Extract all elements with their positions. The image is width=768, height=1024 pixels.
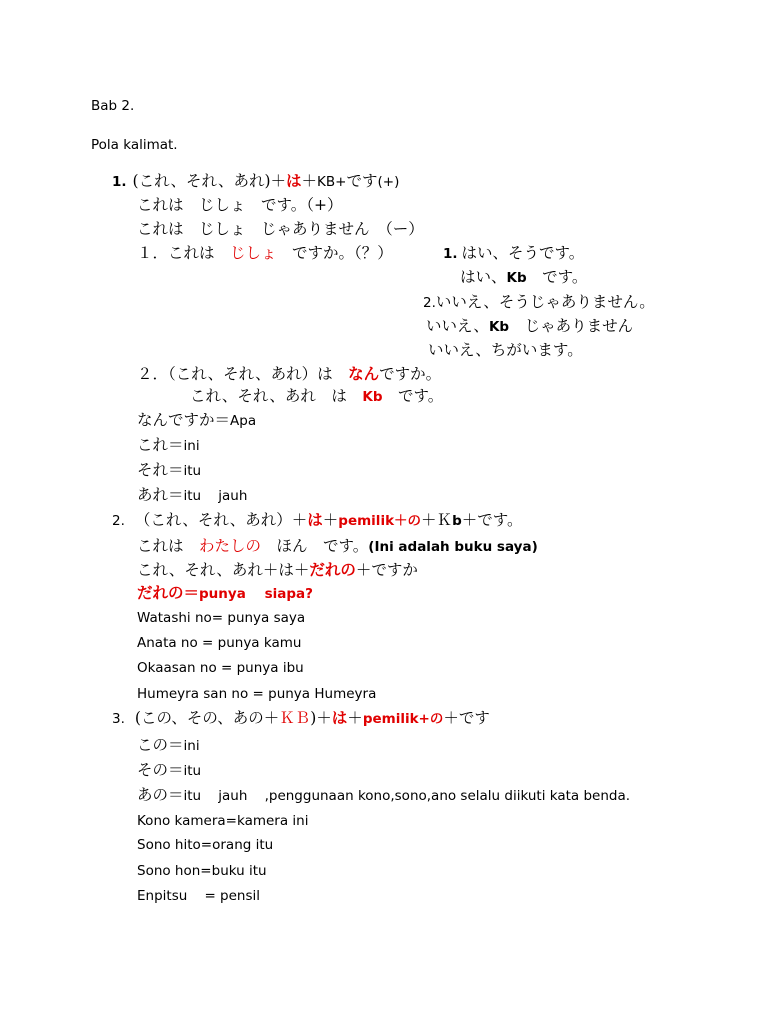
example-text: これは: [137, 537, 200, 555]
pattern-particle-wa: は: [307, 510, 323, 529]
example-watashi-no: [137, 536, 538, 557]
answer-number: 2.: [423, 295, 436, 311]
question-end: ですか。（？）: [276, 244, 393, 262]
vocab-term: それ＝: [137, 461, 184, 479]
answer-chigaimasu: いいえ、ちがいます。: [428, 341, 583, 359]
vocab-watashi-no: Watashi no= punya saya: [137, 610, 306, 626]
vocab-sono-hon: Sono hon=buku itu: [137, 863, 267, 879]
vocab-term: あれ＝: [137, 486, 184, 504]
pattern-text: )＋: [310, 709, 332, 727]
answer-text: いいえ、そうじゃありません。: [435, 293, 655, 311]
answer-text: はい、そうです。: [461, 244, 585, 262]
section-3-number: 3.: [112, 711, 125, 727]
vocab-ano: [137, 785, 630, 806]
question-keyword: じしょ: [230, 244, 277, 262]
answer-kb: Kb: [362, 389, 383, 405]
vocab-nandesuka: [137, 410, 256, 431]
pattern-pemilik-no: pemilik＋の: [338, 513, 422, 529]
vocab-sono-hito: Sono hito=orang itu: [137, 837, 274, 853]
vocab-term: この＝: [137, 736, 184, 754]
doc-subtitle: Pola kalimat.: [91, 137, 178, 153]
question-keyword: なん: [348, 364, 380, 383]
pattern-desu: です: [346, 172, 378, 190]
question-end: ですか。: [379, 365, 442, 383]
vocab-okaasan-no: Okaasan no = punya ibu: [137, 660, 304, 676]
pattern-text: (この、その、あの＋: [134, 709, 280, 727]
vocab-dare-no: [137, 583, 313, 604]
vocab-meaning: ini: [183, 738, 200, 754]
vocab-humeyra-no: Humeyra san no = punya Humeyra: [137, 686, 377, 702]
example-keyword: わたしの: [199, 537, 262, 555]
pattern-kb: ＋Ｋ: [421, 511, 453, 529]
section-1-pattern: [112, 171, 399, 192]
question-2-answer: [190, 386, 443, 407]
pattern-text: （これ、それ、あれ）＋: [134, 511, 308, 529]
pattern-kb: KB+: [317, 174, 347, 190]
example-keyword: だれの: [309, 560, 356, 579]
vocab-kore: [137, 435, 200, 456]
vocab-meaning: itu: [183, 463, 202, 479]
answer-text: じゃありません: [509, 317, 634, 335]
pattern-b: b: [452, 513, 462, 529]
vocab-term: あの＝: [137, 786, 184, 804]
section-1-number: 1.: [112, 174, 127, 190]
section-2-number: 2.: [112, 513, 125, 529]
answer-text: はい、: [460, 268, 507, 286]
answer-text: です。: [526, 268, 588, 286]
pattern-text: (これ、それ、あれ)＋: [132, 172, 286, 190]
pattern-particle-wa: は: [331, 708, 348, 727]
vocab-are: [137, 485, 247, 506]
answer-no-kb: [426, 316, 633, 337]
vocab-term: これ＝: [137, 436, 184, 454]
pattern-desu: ＋です: [443, 709, 490, 727]
vocab-term: だれの＝: [137, 583, 200, 602]
example-dare-no: [137, 560, 418, 580]
pattern-desu: ＋です。: [461, 511, 523, 529]
answer-text: です。: [382, 387, 444, 405]
vocab-term: その＝: [137, 761, 184, 779]
vocab-meaning: ini: [183, 438, 200, 454]
example-translation: (Ini adalah buku saya): [368, 539, 538, 555]
vocab-meaning: itu: [183, 763, 202, 779]
answer-kb: Kb: [506, 270, 527, 286]
section-2-pattern: [112, 510, 523, 531]
pattern-particle-wa: は: [286, 171, 302, 190]
question-2: [137, 364, 441, 384]
answer-number: 1.: [443, 246, 458, 262]
answer-text: いいえ、: [426, 317, 489, 335]
vocab-term: なんですか＝: [137, 411, 231, 429]
vocab-meaning: punya siapa?: [199, 586, 313, 602]
question-1: [137, 243, 393, 263]
example-text: これ、それ、あれ＋は＋: [137, 561, 310, 579]
answer-text: これ、それ、あれ は: [190, 387, 363, 405]
vocab-meaning: Apa: [230, 413, 257, 429]
vocab-sore: [137, 460, 201, 481]
answer-yes-kb: [460, 267, 587, 288]
vocab-meaning: itu jauh ,penggunaan kono,sono,ano selalu diikuti kata benda.: [183, 788, 631, 804]
pattern-plus: ＋: [322, 511, 339, 529]
answer-no: [423, 292, 655, 313]
vocab-kono-kamera: Kono kamera=kamera ini: [137, 813, 309, 829]
vocab-anata-no: Anata no = punya kamu: [137, 635, 302, 651]
pattern-plus: ＋: [301, 172, 318, 190]
section-3-pattern: [112, 708, 490, 729]
pattern-plus: ＋: [347, 709, 363, 727]
question-text: ２．（これ、それ、あれ）は: [137, 365, 349, 383]
question-text: １．これは: [137, 244, 231, 262]
answer-yes: [443, 243, 584, 264]
vocab-enpitsu: Enpitsu = pensil: [137, 888, 261, 904]
pattern-pemilik-no: pemilik+の: [362, 711, 444, 727]
doc-title: Bab 2.: [91, 98, 135, 114]
pattern-positive: (+): [377, 174, 400, 190]
example-negative: これは じしょ じゃありません （ー）: [137, 220, 424, 238]
example-text: ＋ですか: [355, 561, 418, 579]
pattern-kb: ＫＢ: [279, 709, 311, 727]
vocab-kono: [137, 735, 200, 756]
example-text: ほん です。: [261, 537, 369, 555]
vocab-sono: [137, 760, 201, 781]
vocab-meaning: itu jauh: [183, 488, 248, 504]
example-positive: これは じしょ です。（+）: [137, 196, 343, 214]
answer-kb: Kb: [488, 319, 510, 335]
